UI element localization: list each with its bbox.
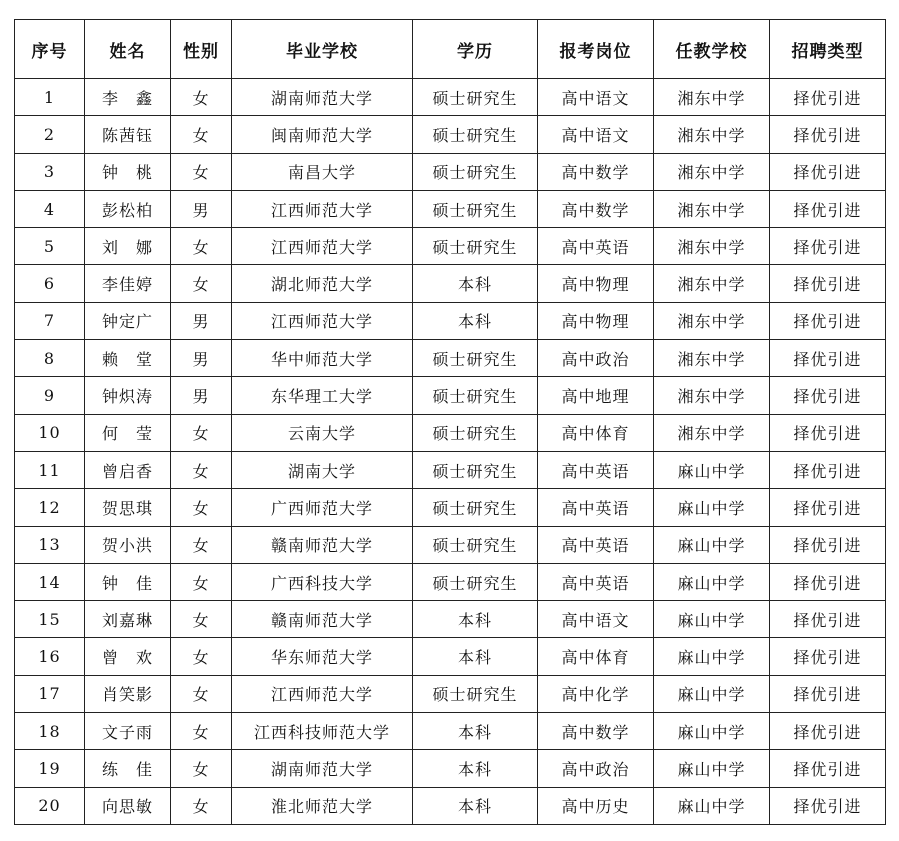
cell-gender: 女 (171, 638, 232, 675)
cell-position: 高中物理 (538, 302, 654, 339)
cell-degree: 硕士研究生 (413, 116, 538, 153)
cell-degree: 本科 (413, 265, 538, 302)
header-recruit-type: 招聘类型 (770, 20, 886, 79)
cell-gender: 女 (171, 228, 232, 265)
cell-teaching-school: 湘东中学 (654, 190, 770, 227)
cell-recruit-type: 择优引进 (770, 601, 886, 638)
cell-no: 16 (15, 638, 85, 675)
table-row (15, 190, 886, 227)
cell-degree: 硕士研究生 (413, 340, 538, 377)
roster-body (15, 79, 886, 825)
cell-name: 彭松柏 (85, 190, 171, 227)
cell-position: 高中英语 (538, 228, 654, 265)
cell-position: 高中英语 (538, 451, 654, 488)
cell-name: 贺小洪 (85, 526, 171, 563)
cell-position: 高中政治 (538, 340, 654, 377)
cell-degree: 本科 (413, 787, 538, 824)
cell-recruit-type: 择优引进 (770, 190, 886, 227)
cell-name: 李佳婷 (85, 265, 171, 302)
cell-recruit-type: 择优引进 (770, 526, 886, 563)
cell-recruit-type: 择优引进 (770, 116, 886, 153)
cell-degree: 硕士研究生 (413, 190, 538, 227)
cell-name: 文子雨 (85, 713, 171, 750)
cell-name: 肖笑影 (85, 675, 171, 712)
cell-teaching-school: 湘东中学 (654, 340, 770, 377)
table-row (15, 153, 886, 190)
header-name: 姓名 (85, 20, 171, 79)
cell-teaching-school: 麻山中学 (654, 638, 770, 675)
cell-no: 18 (15, 713, 85, 750)
cell-school: 闽南师范大学 (232, 116, 413, 153)
cell-no: 7 (15, 302, 85, 339)
cell-no: 9 (15, 377, 85, 414)
cell-position: 高中物理 (538, 265, 654, 302)
cell-school: 湖南师范大学 (232, 79, 413, 116)
cell-teaching-school: 麻山中学 (654, 601, 770, 638)
cell-teaching-school: 湘东中学 (654, 414, 770, 451)
cell-gender: 男 (171, 377, 232, 414)
cell-position: 高中语文 (538, 79, 654, 116)
cell-recruit-type: 择优引进 (770, 787, 886, 824)
cell-no: 1 (15, 79, 85, 116)
cell-position: 高中地理 (538, 377, 654, 414)
cell-recruit-type: 择优引进 (770, 79, 886, 116)
roster-table (14, 19, 886, 825)
table-row (15, 79, 886, 116)
cell-gender: 女 (171, 563, 232, 600)
cell-recruit-type: 择优引进 (770, 414, 886, 451)
cell-name: 赖 堂 (85, 340, 171, 377)
cell-position: 高中语文 (538, 116, 654, 153)
cell-school: 东华理工大学 (232, 377, 413, 414)
cell-recruit-type: 择优引进 (770, 675, 886, 712)
cell-gender: 女 (171, 675, 232, 712)
table-row (15, 787, 886, 824)
cell-degree: 本科 (413, 601, 538, 638)
cell-school: 赣南师范大学 (232, 526, 413, 563)
cell-no: 2 (15, 116, 85, 153)
cell-name: 刘 娜 (85, 228, 171, 265)
cell-name: 何 莹 (85, 414, 171, 451)
table-row (15, 265, 886, 302)
cell-no: 12 (15, 489, 85, 526)
cell-gender: 女 (171, 601, 232, 638)
cell-recruit-type: 择优引进 (770, 377, 886, 414)
cell-name: 贺思琪 (85, 489, 171, 526)
cell-recruit-type: 择优引进 (770, 563, 886, 600)
cell-recruit-type: 择优引进 (770, 153, 886, 190)
cell-school: 江西师范大学 (232, 190, 413, 227)
cell-gender: 女 (171, 451, 232, 488)
cell-degree: 硕士研究生 (413, 228, 538, 265)
cell-name: 钟炽涛 (85, 377, 171, 414)
header-no: 序号 (15, 20, 85, 79)
cell-position: 高中英语 (538, 563, 654, 600)
cell-degree: 硕士研究生 (413, 451, 538, 488)
cell-no: 3 (15, 153, 85, 190)
cell-teaching-school: 麻山中学 (654, 675, 770, 712)
cell-school: 江西师范大学 (232, 228, 413, 265)
cell-no: 14 (15, 563, 85, 600)
cell-degree: 硕士研究生 (413, 526, 538, 563)
cell-degree: 本科 (413, 750, 538, 787)
cell-no: 11 (15, 451, 85, 488)
cell-school: 云南大学 (232, 414, 413, 451)
cell-degree: 硕士研究生 (413, 414, 538, 451)
table-row (15, 750, 886, 787)
cell-teaching-school: 湘东中学 (654, 228, 770, 265)
cell-degree: 硕士研究生 (413, 153, 538, 190)
cell-degree: 本科 (413, 302, 538, 339)
cell-teaching-school: 麻山中学 (654, 750, 770, 787)
cell-gender: 女 (171, 414, 232, 451)
cell-teaching-school: 麻山中学 (654, 451, 770, 488)
cell-teaching-school: 麻山中学 (654, 526, 770, 563)
cell-school: 广西科技大学 (232, 563, 413, 600)
table-row (15, 563, 886, 600)
table-row (15, 638, 886, 675)
cell-no: 8 (15, 340, 85, 377)
cell-name: 陈茜钰 (85, 116, 171, 153)
cell-recruit-type: 择优引进 (770, 638, 886, 675)
cell-teaching-school: 麻山中学 (654, 713, 770, 750)
cell-school: 江西师范大学 (232, 675, 413, 712)
cell-gender: 男 (171, 302, 232, 339)
cell-name: 钟 桃 (85, 153, 171, 190)
cell-school: 广西师范大学 (232, 489, 413, 526)
cell-degree: 硕士研究生 (413, 79, 538, 116)
cell-teaching-school: 湘东中学 (654, 377, 770, 414)
cell-no: 15 (15, 601, 85, 638)
cell-recruit-type: 择优引进 (770, 750, 886, 787)
cell-degree: 本科 (413, 638, 538, 675)
recruitment-roster (14, 19, 886, 825)
cell-no: 13 (15, 526, 85, 563)
cell-gender: 女 (171, 116, 232, 153)
cell-degree: 硕士研究生 (413, 563, 538, 600)
cell-position: 高中体育 (538, 414, 654, 451)
cell-no: 5 (15, 228, 85, 265)
cell-teaching-school: 湘东中学 (654, 116, 770, 153)
table-row (15, 451, 886, 488)
cell-name: 曾启香 (85, 451, 171, 488)
cell-degree: 硕士研究生 (413, 675, 538, 712)
table-row (15, 116, 886, 153)
cell-recruit-type: 择优引进 (770, 489, 886, 526)
table-row (15, 340, 886, 377)
cell-position: 高中化学 (538, 675, 654, 712)
cell-no: 19 (15, 750, 85, 787)
cell-recruit-type: 择优引进 (770, 302, 886, 339)
cell-recruit-type: 择优引进 (770, 265, 886, 302)
cell-no: 17 (15, 675, 85, 712)
cell-school: 南昌大学 (232, 153, 413, 190)
cell-gender: 女 (171, 489, 232, 526)
header-position: 报考岗位 (538, 20, 654, 79)
header-school: 毕业学校 (232, 20, 413, 79)
cell-gender: 女 (171, 713, 232, 750)
cell-school: 湖南大学 (232, 451, 413, 488)
cell-teaching-school: 湘东中学 (654, 153, 770, 190)
cell-position: 高中语文 (538, 601, 654, 638)
cell-name: 练 佳 (85, 750, 171, 787)
cell-gender: 女 (171, 787, 232, 824)
cell-school: 江西科技师范大学 (232, 713, 413, 750)
cell-position: 高中英语 (538, 489, 654, 526)
cell-position: 高中英语 (538, 526, 654, 563)
cell-gender: 男 (171, 190, 232, 227)
cell-degree: 硕士研究生 (413, 377, 538, 414)
cell-recruit-type: 择优引进 (770, 340, 886, 377)
cell-no: 10 (15, 414, 85, 451)
cell-name: 刘嘉琳 (85, 601, 171, 638)
cell-gender: 女 (171, 153, 232, 190)
cell-name: 李 鑫 (85, 79, 171, 116)
table-row (15, 675, 886, 712)
cell-name: 钟 佳 (85, 563, 171, 600)
table-row (15, 601, 886, 638)
cell-name: 曾 欢 (85, 638, 171, 675)
cell-school: 江西师范大学 (232, 302, 413, 339)
table-row (15, 489, 886, 526)
cell-degree: 本科 (413, 713, 538, 750)
cell-teaching-school: 麻山中学 (654, 489, 770, 526)
header-degree: 学历 (413, 20, 538, 79)
cell-school: 华中师范大学 (232, 340, 413, 377)
cell-name: 向思敏 (85, 787, 171, 824)
table-row (15, 302, 886, 339)
cell-school: 湖北师范大学 (232, 265, 413, 302)
cell-teaching-school: 麻山中学 (654, 787, 770, 824)
table-row (15, 526, 886, 563)
cell-position: 高中数学 (538, 153, 654, 190)
cell-no: 20 (15, 787, 85, 824)
cell-name: 钟定广 (85, 302, 171, 339)
header-teaching-school: 任教学校 (654, 20, 770, 79)
cell-recruit-type: 择优引进 (770, 228, 886, 265)
table-row (15, 713, 886, 750)
cell-gender: 女 (171, 526, 232, 563)
cell-teaching-school: 麻山中学 (654, 563, 770, 600)
cell-no: 6 (15, 265, 85, 302)
table-row (15, 414, 886, 451)
cell-position: 高中政治 (538, 750, 654, 787)
cell-gender: 女 (171, 79, 232, 116)
cell-gender: 女 (171, 265, 232, 302)
cell-teaching-school: 湘东中学 (654, 79, 770, 116)
cell-school: 华东师范大学 (232, 638, 413, 675)
cell-position: 高中数学 (538, 713, 654, 750)
cell-position: 高中体育 (538, 638, 654, 675)
cell-gender: 男 (171, 340, 232, 377)
table-row (15, 377, 886, 414)
header-gender: 性别 (171, 20, 232, 79)
cell-degree: 硕士研究生 (413, 489, 538, 526)
header-row (15, 20, 886, 79)
cell-position: 高中历史 (538, 787, 654, 824)
cell-school: 淮北师范大学 (232, 787, 413, 824)
cell-school: 湖南师范大学 (232, 750, 413, 787)
cell-teaching-school: 湘东中学 (654, 302, 770, 339)
cell-school: 赣南师范大学 (232, 601, 413, 638)
cell-teaching-school: 湘东中学 (654, 265, 770, 302)
cell-recruit-type: 择优引进 (770, 713, 886, 750)
cell-position: 高中数学 (538, 190, 654, 227)
cell-recruit-type: 择优引进 (770, 451, 886, 488)
cell-gender: 女 (171, 750, 232, 787)
table-row (15, 228, 886, 265)
cell-no: 4 (15, 190, 85, 227)
